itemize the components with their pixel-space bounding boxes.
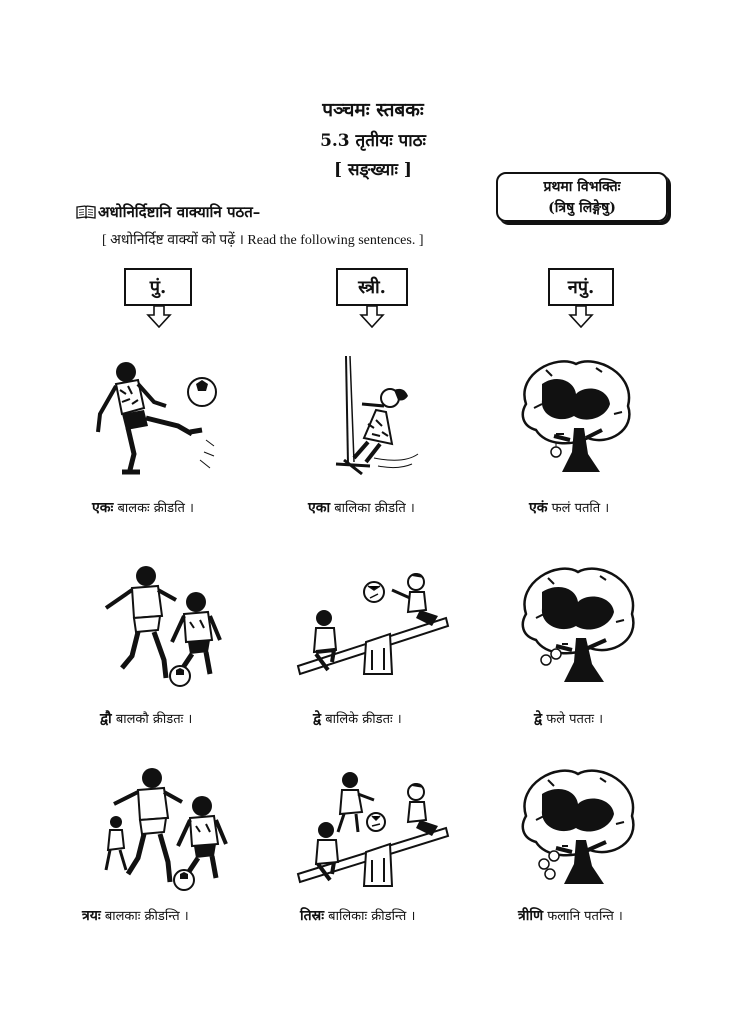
- caption-neuter-three: [518, 906, 623, 925]
- sentence-text: बालिके क्रीडतः ।: [321, 712, 402, 727]
- caption-feminine-two: [313, 709, 402, 728]
- feminine-label-box: स्त्री.: [336, 268, 408, 306]
- sentence-text: बालिकाः क्रीडन्ति ।: [324, 909, 416, 924]
- tree-one-fruit-icon: [516, 354, 636, 482]
- instruction-translation: [ अधोनिर्दिष्ट वाक्यों को पढ़ें । Read the following sentences. ]: [102, 233, 424, 248]
- number-word: त्रयः: [82, 908, 101, 924]
- two-boys-football-icon: [92, 564, 232, 690]
- number-word: त्रीणि: [518, 908, 544, 924]
- caption-neuter-one: [529, 498, 609, 517]
- case-note-line2: (त्रिषु लिङ्गेषु): [548, 200, 616, 216]
- open-book-icon: [76, 204, 96, 220]
- caption-masculine-two: [100, 709, 192, 728]
- three-girls-seesaw-icon: [292, 770, 452, 890]
- chapter-title: पञ्चमः स्तबकः: [322, 99, 424, 121]
- caption-masculine-one: [92, 498, 194, 517]
- number-word: एकः: [92, 500, 114, 516]
- tree-two-fruits-icon: [516, 560, 640, 692]
- neuter-label-box: नपुं.: [548, 268, 614, 306]
- topic-title: [ सङ्ख्याः ]: [334, 160, 412, 180]
- case-note-box: [496, 172, 668, 222]
- down-arrow-icon: [146, 306, 172, 328]
- masculine-label-box: पुं.: [124, 268, 192, 306]
- tree-three-fruits-icon: [516, 762, 640, 894]
- sentence-text: बालिका क्रीडति ।: [330, 501, 415, 516]
- girl-on-swing-icon: [318, 354, 428, 478]
- number-word: द्वौ: [100, 711, 112, 727]
- number-word: तिस्रः: [300, 908, 325, 924]
- sentence-text: बालकाः क्रीडन्ति ।: [100, 909, 189, 924]
- number-word: एका: [308, 500, 331, 516]
- caption-feminine-three: [300, 906, 415, 925]
- number-word: द्वे: [313, 711, 322, 727]
- down-arrow-icon: [359, 306, 385, 328]
- boy-kicking-ball-icon: [92, 356, 222, 478]
- sentence-text: बालकः क्रीडति ।: [113, 501, 194, 516]
- number-word: एकं: [529, 500, 548, 516]
- sentence-text: फलानि पतन्ति ।: [543, 909, 623, 924]
- sentence-text: फलं पतति ।: [547, 501, 610, 516]
- three-boys-football-icon: [96, 766, 236, 894]
- sentence-text: फले पततः ।: [542, 712, 604, 727]
- number-word: द्वे: [534, 711, 543, 727]
- two-girls-seesaw-icon: [292, 570, 452, 680]
- sentence-text: बालकौ क्रीडतः ।: [111, 712, 193, 727]
- down-arrow-icon: [568, 306, 594, 328]
- caption-masculine-three: [82, 906, 189, 925]
- caption-feminine-one: [308, 498, 415, 517]
- lesson-title: 5.3 तृतीयः पाठः: [320, 131, 426, 151]
- instruction-heading: अधोनिर्दिष्टानि वाक्यानि पठत–: [98, 203, 261, 221]
- caption-neuter-two: [534, 709, 603, 728]
- case-note-line1: प्रथमा विभक्तिः: [543, 179, 621, 195]
